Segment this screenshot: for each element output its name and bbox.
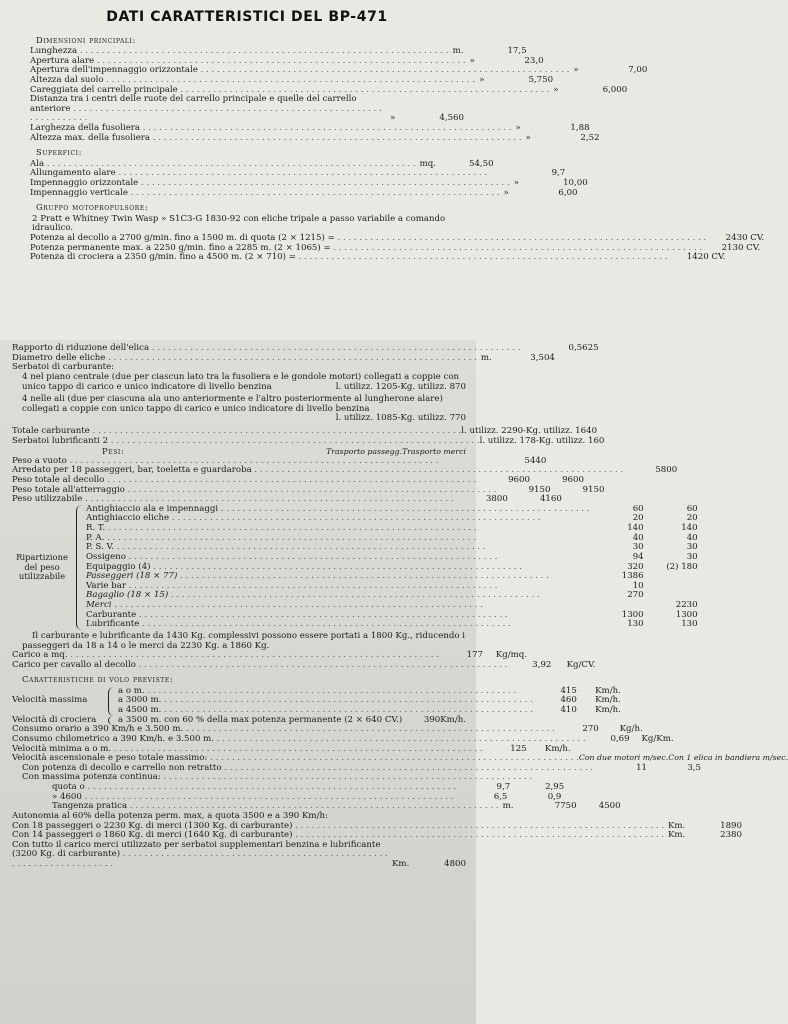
ripartizione-row: P. A. . . . 40 40 bbox=[86, 534, 698, 544]
dimensioni-row: Careggiata del carrello principale . . . » 6,000 bbox=[30, 86, 464, 96]
serbatoi-item-2: 4 nelle ali (due per ciascuna ala uno anteriormente e l'altro posteriormente al lungherone alare) collegati a coppie con unico tappo di carico e unico indicatore di livello benzina l. utilizz. 1085-Kg. utilizz. 770 bbox=[22, 394, 466, 424]
velocita-crociera-label: Velocità di crociera bbox=[12, 714, 97, 725]
pesi-list bbox=[12, 455, 678, 505]
section-pesi-heading: Pesi: bbox=[102, 446, 125, 457]
col-trasporto-passeggeri: Trasporto passegg. bbox=[326, 447, 403, 457]
ripartizione-row: Varie bar . . . 10 bbox=[86, 582, 698, 592]
pesi-row: Peso utilizzabile . . . 3800 4160 bbox=[12, 495, 466, 505]
dimensioni-row: Apertura dell'impennaggio orizzontale . . . » 7,00 bbox=[30, 66, 464, 76]
dimensioni-row: Altezza max. della fusoliera . . . » 2,52 bbox=[30, 134, 464, 144]
superfici-row: Allungamento alare . . . 9,7 bbox=[30, 169, 464, 179]
dimensioni-list bbox=[30, 46, 648, 143]
autonomia-row: Con 18 passeggeri o 2230 Kg. di merci (1300 Kg. di carburante) . . . Km. 1890 bbox=[12, 822, 466, 832]
dimensioni-row: Lunghezza . . . m. 17,5 bbox=[30, 47, 464, 57]
ascensionale-row: quota o . . . 9,7 2,95 bbox=[22, 783, 466, 793]
volo-row: Velocità minima a o m. . . . 125 Km/h. bbox=[12, 745, 466, 755]
ascensionale-row: Con potenza di decollo e carrello non retratto . . . 11 3,5 bbox=[22, 764, 466, 774]
volo-row: Consumo chilometrico a 390 Km/h. e 3.500 m. . . . 0,69 Kg/Km. bbox=[12, 735, 466, 745]
serbatoi-item-1: 4 nel piano centrale (due per ciascun lato tra la fusoliera e le gondole motori) collegati a coppie con unico tappo di carico e unico indicatore di livello benzina l. utilizz. 1205-Kg. utilizz. 870 bbox=[22, 371, 466, 392]
pesi-row: Peso a vuoto . . . 5440 bbox=[12, 457, 466, 467]
superfici-row: Impennaggio orizzontale . . . » 10,00 bbox=[30, 179, 464, 189]
totale-carburante-row: Totale carburante . . . l. utilizz. 2290-Kg. utilizz. 1640 bbox=[12, 427, 466, 437]
volo-list bbox=[12, 724, 674, 754]
riduzione-row: Rapporto di riduzione dell'elica . . . 0,5625 bbox=[12, 344, 466, 354]
lower-page-section bbox=[0, 340, 788, 1024]
ripartizione-row: R. T. . . . 140 140 bbox=[86, 524, 698, 534]
section-superfici-heading: Superfici: bbox=[36, 147, 83, 158]
superfici-row: Impennaggio verticale . . . » 6,00 bbox=[30, 189, 464, 199]
col-trasporto-merci: Trasporto merci bbox=[402, 447, 466, 457]
gruppo-row: Potenza permanente max. a 2250 g/min. fino a 2285 m. (2 × 1065) = . . . 2130 CV. bbox=[30, 244, 464, 254]
ripartizione-row: Lubrificante . . . 130 130 bbox=[86, 620, 698, 630]
diametro-row: Diametro delle eliche . . . m. 3,504 bbox=[12, 354, 466, 364]
ripartizione-list bbox=[86, 505, 698, 630]
serbatoi-lubrificanti-row: Serbatoi lubrificanti 2 . . . l. utilizz. 178-Kg. utilizz. 160 bbox=[12, 437, 466, 447]
autonomia-heading: Autonomia al 60% della potenza perm. max, a quota 3500 e a 390 Km/h: bbox=[12, 810, 328, 821]
col-due-motori: Con due motori m/sec. bbox=[578, 753, 669, 763]
ascensionale-row: Con massima potenza continua: . . . bbox=[22, 773, 466, 783]
velocita-massima-row: a 3000 m. . . . 460 Km/h. bbox=[118, 696, 621, 706]
carico-mq-row: Carico a mq. . . . 177 Kg/mq. bbox=[12, 651, 466, 661]
superfici-row: Ala . . . mq. 54,50 bbox=[30, 160, 464, 170]
velocita-massima-list bbox=[118, 687, 621, 716]
ascensionale-list bbox=[12, 762, 702, 803]
section-gruppo-heading: Gruppo motopropulsore: bbox=[36, 202, 149, 213]
page-title: DATI CARATTERISTICI DEL BP-471 bbox=[106, 9, 388, 25]
ripartizione-label: Ripartizione del peso utilizzabile bbox=[16, 552, 68, 582]
gruppo-list bbox=[30, 232, 765, 263]
autonomia-list bbox=[12, 820, 742, 870]
ripartizione-row: Antighiaccio eliche . . . 20 20 bbox=[86, 514, 698, 524]
ripartizione-row: Carburante . . . 1300 1300 bbox=[86, 611, 698, 621]
serbatoi-heading: Serbatoi di carburante: bbox=[12, 362, 115, 373]
velocita-crociera-text: a 3500 m. con 60 % della max potenza permanente (2 × 640 CV.) bbox=[118, 714, 403, 725]
pesi-row: Peso totale al decollo . . . 9600 9600 bbox=[12, 476, 466, 486]
velocita-massima-row: a 4500 m. . . . 410 Km/h. bbox=[118, 706, 621, 716]
dimensioni-row: Apertura alare . . . » 23,0 bbox=[30, 57, 464, 67]
velocita-crociera-block: Velocità di crociera a 3500 m. con 60 % della max potenza permanente (2 × 640 CV.) 390 Km/h. bbox=[12, 714, 466, 725]
ripartizione-row: Merci . . . 2230 bbox=[86, 601, 698, 611]
volo-row: Consumo orario a 390 Km/h e 3.500 m. . . . 270 Kg/h. bbox=[12, 725, 466, 735]
tangenza-row: Tangenza pratica . . . m. 7750 4500 bbox=[12, 802, 466, 812]
ripartizione-row: Bagaglio (18 × 15) . . . 270 bbox=[86, 591, 698, 601]
dimensioni-row: Altezza dal suolo . . . » 5,750 bbox=[30, 76, 464, 86]
pesi-row: Arredato per 18 passeggeri, bar, toeletta e guardaroba . . . 5800 bbox=[12, 466, 466, 476]
velocita-massima-row: a o m. . . . 415 Km/h. bbox=[118, 687, 621, 697]
ripartizione-row: Ossigeno . . . 94 30 bbox=[86, 553, 698, 563]
velocita-massima-block bbox=[12, 685, 621, 716]
ripartizione-block bbox=[12, 503, 698, 630]
section-dimensioni-heading: Dimensioni principali: bbox=[36, 34, 136, 45]
col-una-elica: Con 1 elica in bandiera m/sec. bbox=[668, 753, 788, 763]
pesi-row: Peso totale all'atterraggio . . . 9150 9150 bbox=[12, 486, 466, 496]
brace-glyph bbox=[76, 505, 84, 630]
pesi-note: Il carburante e lubrificante da 1430 Kg. complessivi possono essere portati a 1800 Kg., riducendo i passeggeri da 18 a 14 o le merci da 2230 Kg. a 1860 Kg. bbox=[22, 630, 466, 651]
gruppo-intro: 2 Pratt e Whitney Twin Wasp » S1C3-G 1830-92 con eliche tripale a passo variabile a comando idraulico. bbox=[32, 213, 446, 234]
ripartizione-row: Equipaggio (4) . . . 320 (2) 180 bbox=[86, 563, 698, 573]
section-volo-heading: Caratteristiche di volo previste: bbox=[22, 674, 174, 685]
ascensionale-header-row: Velocità ascensionale e peso totale massimo: . . . Con due motori m/sec. Con 1 elica in bandiera m/sec. bbox=[12, 754, 466, 764]
velocita-massima-label: Velocità massima bbox=[12, 695, 88, 706]
ripartizione-row: Antighiaccio ala e impennaggi . . . 60 60 bbox=[86, 505, 698, 515]
gruppo-row: Potenza al decollo a 2700 g/min. fino a 1500 m. di quota (2 × 1215) = . . . 2430 CV. bbox=[30, 234, 464, 244]
carico-cv-row: Carico per cavallo al decollo . . . 3,92 Kg/CV. bbox=[12, 661, 466, 671]
dimensioni-row: Larghezza della fusoliera . . . » 1,88 bbox=[30, 124, 464, 134]
ascensionale-row: » 4600 . . . 6,5 0,9 bbox=[22, 793, 466, 803]
ripartizione-row: Passeggeri (18 × 77) . . . 1386 bbox=[86, 572, 698, 582]
gruppo-row: Potenza di crociera a 2350 g/min. fino a 4500 m. (2 × 710) = . . . 1420 CV. bbox=[30, 253, 464, 263]
autonomia-row: Con 14 passeggeri o 1860 Kg. di merci (1640 Kg. di carburante) . . . Km. 2380 bbox=[12, 831, 466, 841]
autonomia-row: Con tutto il carico merci utilizzato per serbatoi supplementari benzina e lubrificante (3200 Kg. di carburante) . . . Km. 4800 bbox=[12, 841, 466, 870]
dimensioni-row: Distanza tra i centri delle ruote del carrello principale e quelle del carrello anteriore . . . » 4,560 bbox=[30, 95, 464, 124]
ripartizione-row: P. S. V. . . . 30 30 bbox=[86, 543, 698, 553]
superfici-list bbox=[30, 158, 588, 199]
velocita-crociera-value: 390 bbox=[423, 714, 441, 725]
